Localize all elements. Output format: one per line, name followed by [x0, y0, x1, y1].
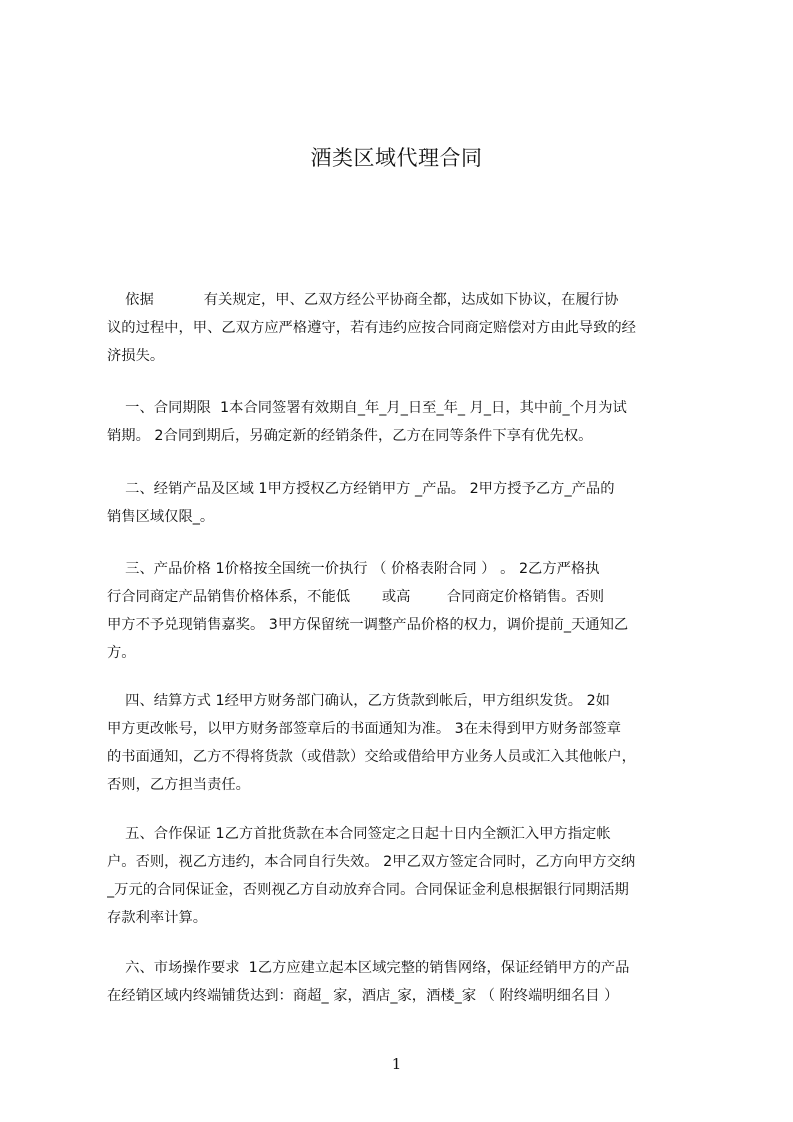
text-line: 济损失。 — [107, 348, 165, 364]
text-line: 依据 有关规定，甲、乙双方经公平协商全都，达成如下协议，在履行协 — [107, 292, 619, 308]
text-line: _万元的合同保证金，否则视乙方自动放弃合同。合同保证金利息根据银行同期活期 — [107, 882, 629, 898]
paragraph-preamble — [107, 286, 699, 370]
text-line: 户。否则，视乙方违约，本合同自行失效。 2甲乙双方签定合同时，乙方向甲方交纳 — [107, 854, 636, 870]
text-line: 二、经销产品及区域 1甲方授权乙方经销甲方 _产品。 2甲方授予乙方_产品的 — [107, 481, 615, 497]
text-line: 议的过程中，甲、乙双方应严格遵守，若有违约应按合同商定赔偿对方由此导致的经 — [107, 320, 636, 336]
text-line: 四、结算方式 1经甲方财务部门确认，乙方货款到帐后，甲方组织发货。 2如 — [107, 693, 610, 709]
text-line: 销期。 2合同到期后，另确定新的经销条件，乙方在同等条件下享有优先权。 — [107, 428, 593, 444]
text-line: 否则，乙方担当责任。 — [107, 777, 250, 793]
paragraph-settlement — [107, 687, 699, 799]
paragraph-contract-term — [107, 394, 699, 450]
page-number: 1 — [391, 1055, 402, 1073]
text-line: 一、合同期限 1本合同签署有效期自_年_月_日至_年_ 月_日，其中前_个月为试 — [107, 400, 627, 416]
text-line: 方。 — [107, 645, 136, 661]
paragraph-market-operations — [107, 954, 699, 1010]
text-line: 的书面通知，乙方不得将货款（或借款）交给或借给甲方业务人员或汇入其他帐户， — [107, 749, 636, 765]
document-title: 酒类区域代理合同 — [310, 146, 483, 170]
text-line: 三、产品价格 1价格按全国统一价执行 （ 价格表附合同 ） 。 2乙方严格执 — [107, 561, 600, 577]
text-line: 六、市场操作要求 1乙方应建立起本区域完整的销售网络，保证经销甲方的产品 — [107, 960, 630, 976]
text-line: 在经销区域内终端铺货达到：商超_ 家，酒店_家，酒楼_家 （ 附终端明细名目 ） — [107, 988, 619, 1004]
text-line: 甲方不予兑现销售嘉奖。 3甲方保留统一调整产品价格的权力，调价提前_天通知乙 — [107, 617, 629, 633]
paragraph-pricing — [107, 555, 699, 667]
text-line: 五、合作保证 1乙方首批货款在本合同签定之日起十日内全额汇入甲方指定帐 — [107, 826, 611, 842]
paragraph-guarantee — [107, 820, 699, 932]
text-line: 销售区域仅限_。 — [107, 509, 215, 525]
paragraph-products-region — [107, 475, 699, 531]
text-line: 甲方更改帐号，以甲方财务部签章后的书面通知为准。 3在未得到甲方财务部签章 — [107, 721, 622, 737]
text-line: 行合同商定产品销售价格体系，不能低 或高 合同商定价格销售。否则 — [107, 589, 605, 605]
text-line: 存款利率计算。 — [107, 910, 208, 926]
